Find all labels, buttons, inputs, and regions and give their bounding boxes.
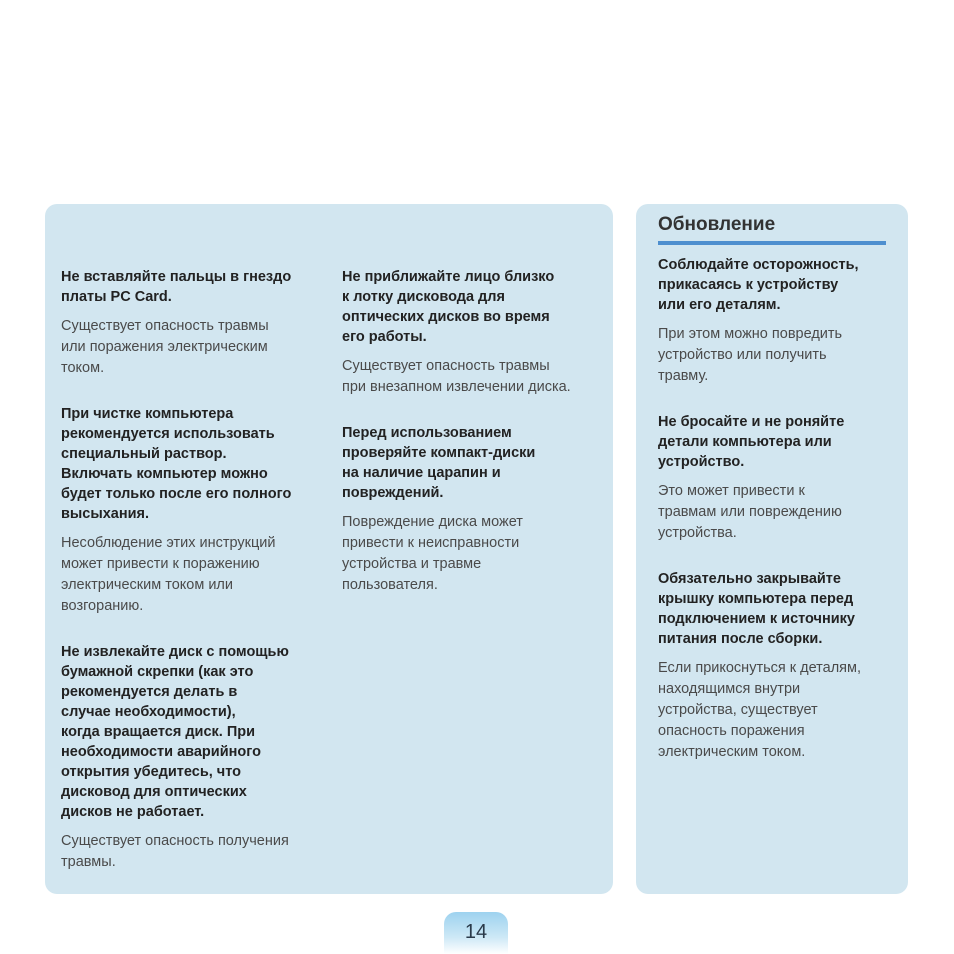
safety-item-text: [342, 512, 604, 596]
left-column: [61, 267, 323, 873]
safety-item-heading: [658, 569, 892, 649]
text-line: устройства.: [658, 525, 737, 541]
text-line: при внезапном извлечении диска.: [342, 379, 571, 395]
page-number: 14: [464, 921, 488, 943]
text-line: током.: [61, 360, 105, 376]
safety-item-text: [658, 658, 892, 763]
heading-line: устройство.: [658, 454, 745, 470]
sidebar-column: [658, 255, 892, 763]
safety-item-text: [61, 533, 323, 617]
heading-line: крышку компьютера перед: [658, 591, 854, 607]
text-line: травмы.: [61, 854, 116, 870]
text-line: устройства и травме: [342, 556, 482, 572]
safety-item: [342, 267, 604, 398]
text-line: пользователя.: [342, 577, 438, 593]
page-number-tab: [444, 912, 508, 954]
heading-line: когда вращается диск. При: [61, 724, 256, 740]
heading-line: Не вставляйте пальцы в гнездо: [61, 269, 292, 285]
safety-item: [61, 404, 323, 617]
safety-item-text: [658, 324, 892, 387]
heading-line: на наличие царапин и: [342, 465, 501, 481]
text-line: находящимся внутри: [658, 681, 801, 697]
text-line: или поражения электрическим: [61, 339, 268, 355]
heading-line: случае необходимости),: [61, 704, 236, 720]
text-line: возгоранию.: [61, 598, 144, 614]
safety-item-text: [342, 356, 604, 398]
heading-line: прикасаясь к устройству: [658, 277, 839, 293]
text-line: травмам или повреждению: [658, 504, 842, 520]
text-line: Существует опасность травмы: [61, 318, 269, 334]
text-line: устройство или получить: [658, 347, 827, 363]
safety-item-text: [61, 831, 323, 873]
heading-line: платы PC Card.: [61, 289, 172, 305]
heading-line: или его деталям.: [658, 297, 781, 313]
text-line: При этом можно повредить: [658, 326, 843, 342]
text-line: привести к неисправности: [342, 535, 520, 551]
safety-item-text: [658, 481, 892, 544]
heading-line: Не приближайте лицо близко: [342, 269, 555, 285]
middle-column: [342, 267, 604, 596]
text-line: электрическим током.: [658, 744, 806, 760]
heading-line: оптических дисков во время: [342, 309, 550, 325]
heading-line: Включать компьютер можно: [61, 466, 268, 482]
heading-line: Не бросайте и не роняйте: [658, 414, 845, 430]
title-underline: [658, 241, 886, 245]
heading-line: к лотку дисковода для: [342, 289, 505, 305]
safety-item: [61, 642, 323, 873]
heading-line: питания после сборки.: [658, 631, 823, 647]
safety-item-heading: [61, 404, 323, 524]
heading-line: бумажной скрепки (как это: [61, 664, 254, 680]
text-line: Если прикоснуться к деталям,: [658, 660, 862, 676]
heading-line: повреждений.: [342, 485, 444, 501]
heading-line: проверяйте компакт-диски: [342, 445, 536, 461]
heading-line: Не извлекайте диск с помощью: [61, 644, 289, 660]
safety-item-heading: [658, 255, 892, 315]
heading-line: будет только после его полного: [61, 486, 292, 502]
text-line: Повреждение диска может: [342, 514, 523, 530]
heading-line: необходимости аварийного: [61, 744, 261, 760]
safety-item-heading: [61, 267, 323, 307]
safety-item-heading: [342, 267, 604, 347]
heading-line: Перед использованием: [342, 425, 512, 441]
heading-line: открытия убедитесь, что: [61, 764, 241, 780]
text-line: Это может привести к: [658, 483, 805, 499]
heading-line: При чистке компьютера: [61, 406, 234, 422]
heading-line: Соблюдайте осторожность,: [658, 257, 859, 273]
heading-line: Обязательно закрывайте: [658, 571, 841, 587]
heading-line: детали компьютера или: [658, 434, 832, 450]
heading-line: подключением к источнику: [658, 611, 855, 627]
safety-item-heading: [342, 423, 604, 503]
text-line: Несоблюдение этих инструкций: [61, 535, 276, 551]
safety-item-heading: [61, 642, 323, 822]
safety-item: [658, 255, 892, 387]
text-line: устройства, существует: [658, 702, 818, 718]
text-line: опасность поражения: [658, 723, 805, 739]
heading-line: рекомендуется использовать: [61, 426, 275, 442]
text-line: Существует опасность травмы: [342, 358, 550, 374]
safety-item: [61, 267, 323, 379]
text-line: Существует опасность получения: [61, 833, 289, 849]
safety-item-text: [61, 316, 323, 379]
heading-line: его работы.: [342, 329, 427, 345]
safety-item-heading: [658, 412, 892, 472]
safety-item: [658, 569, 892, 763]
sidebar-title: Обновление: [658, 214, 776, 235]
heading-line: высыхания.: [61, 506, 150, 522]
text-line: травму.: [658, 368, 709, 384]
safety-item: [342, 423, 604, 596]
safety-item: [658, 412, 892, 544]
heading-line: дисков не работает.: [61, 804, 205, 820]
text-line: может привести к поражению: [61, 556, 260, 572]
heading-line: дисковод для оптических: [61, 784, 247, 800]
heading-line: специальный раствор.: [61, 446, 227, 462]
text-line: электрическим током или: [61, 577, 233, 593]
heading-line: рекомендуется делать в: [61, 684, 238, 700]
